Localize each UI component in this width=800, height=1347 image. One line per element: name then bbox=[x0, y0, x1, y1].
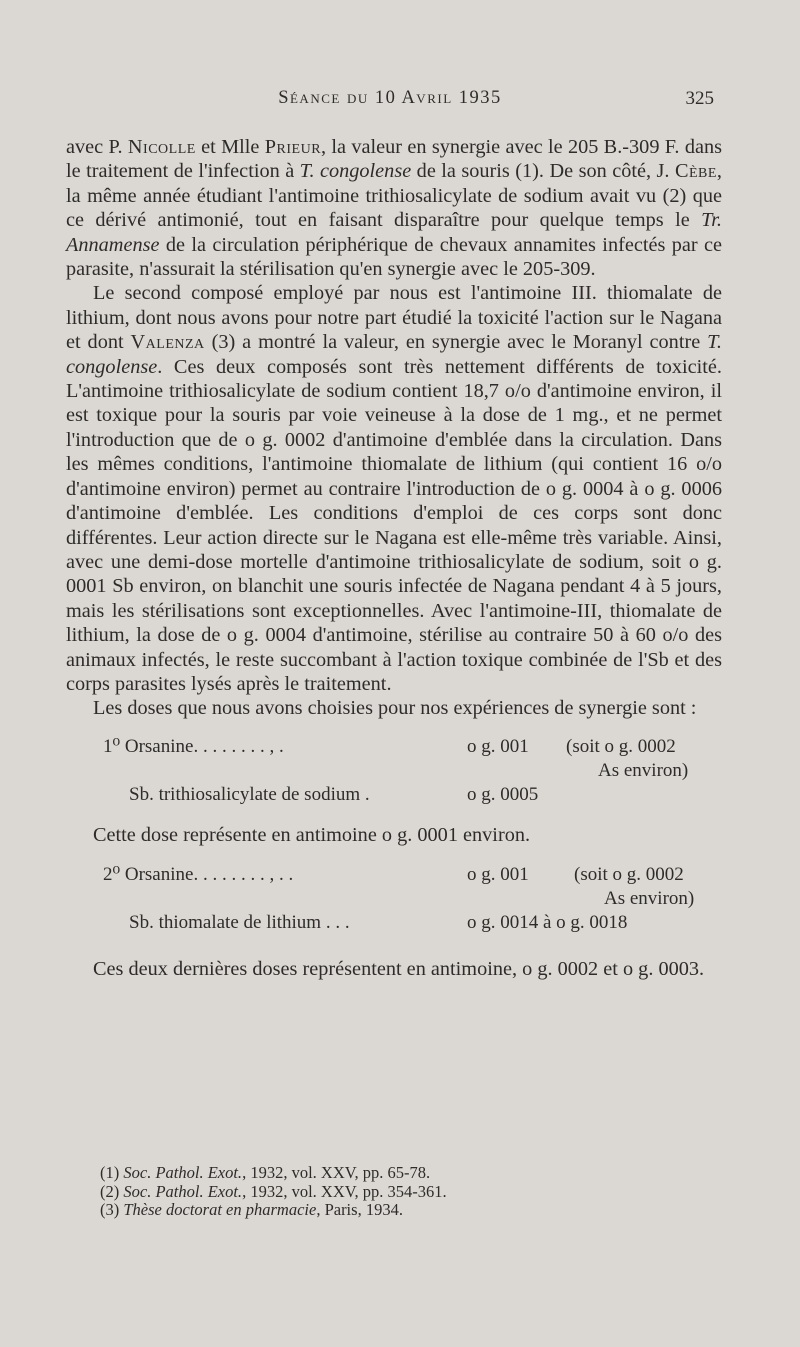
dose-summary: Cette dose représente en antimoine o g. 0001 environ. bbox=[93, 823, 531, 846]
running-header bbox=[66, 88, 714, 118]
text-run: de la circulation périphérique de chevaux annamites infectés par ce parasite, n'assurait la stérilisation qu'en synergie avec le 205-309. bbox=[66, 233, 722, 281]
footnote-journal: Thèse doctorat en pharmacie bbox=[123, 1200, 317, 1219]
text-run: et Mlle bbox=[195, 136, 265, 158]
dose-row bbox=[66, 863, 722, 887]
dose-amount: o g. 0014 à o g. 0018 bbox=[467, 912, 628, 934]
author-name: Valenza bbox=[130, 331, 205, 354]
footnote-detail: , 1932, vol. XXV, pp. 65-78. bbox=[242, 1163, 431, 1182]
text-run: de la souris (1). De son côté, J. bbox=[411, 160, 675, 183]
dose-label: 2⁰ Orsanine. . . . . . . . , . . bbox=[103, 864, 294, 886]
footnote-detail: , 1932, vol. XXV, pp. 354-361. bbox=[242, 1181, 447, 1201]
dose-label: Sb. thiomalate de lithium . . . bbox=[129, 912, 350, 934]
dose-label: Sb. trithiosalicylate de sodium . bbox=[129, 783, 370, 805]
dose-amount: o g. 001 bbox=[467, 735, 529, 757]
footnote-number: (3) bbox=[100, 1200, 124, 1219]
author-name: Cèbe bbox=[674, 160, 717, 183]
author-name: Prieur bbox=[264, 136, 322, 158]
body-text bbox=[66, 135, 722, 982]
species-name: Tr. Annamense bbox=[66, 209, 722, 256]
species-name: T. congolense bbox=[66, 331, 722, 378]
page-number: 325 bbox=[685, 88, 714, 109]
footnote-number: (1) bbox=[100, 1163, 124, 1182]
dose-amount: o g. 0005 bbox=[467, 783, 539, 805]
dose-row bbox=[66, 735, 722, 759]
footnote bbox=[100, 1164, 660, 1183]
paragraph-3: Les doses que nous avons choisies pour nos expériences de synergie sont : bbox=[93, 697, 697, 720]
text-run: Le second composé employé par nous est l'antimoine III. thiomalate de lithium, dont nous avons pour notre part étudié la toxicité l'action sur le Nagana et dont bbox=[66, 282, 722, 354]
footnote-number: (2) bbox=[100, 1181, 124, 1201]
dose-note: (soit o g. 0002 bbox=[574, 864, 684, 886]
dose-label: 1⁰ Orsanine. . . . . . . . , . bbox=[103, 735, 284, 757]
dose-amount: o g. 001 bbox=[467, 864, 529, 886]
text-run: avec P. bbox=[66, 136, 128, 158]
paragraph-4: Ces deux dernières doses représentent en antimoine, o g. 0002 et o g. 0003. bbox=[93, 958, 705, 981]
text-run: . Ces deux composés sont très nettement différents de toxicité. L'antimoine trithiosalicylate de sodium contient 18,7 o/o d'antimoine environ, il est toxique pour la souris par voie veineuse à la dose de 1 mg., et ne permet l'introduction que de o g. 0002 d'antimoine d'emblée dans la circulation. Dans les mêmes conditions, l'antimoine thiomalate de lithium (qui contient 16 o/o d'antimoine environ) permet au contraire l'introduction de o g. 0004 à o g. 0006 d'antimoine d'emblée. Les conditions d'emploi de ces corps sont donc différentes. Leur action directe sur le Nagana est elle-même très variable. Ainsi, avec une demi-dose mortelle d'antimoine trithiosalicylate de sodium, soit o g. 0001 Sb environ, on blanchit une souris infectée de Nagana pendant 4 à 5 jours, mais les stérilisations sont exceptionnelles. Avec l'antimoine-III, thiomalate de lithium, la dose de o g. 0004 d'antimoine, stérilise au contraire 50 à 60 o/o des animaux infectés, le reste succombant à l'action toxique combinée de l'Sb et des corps parasites lysés après le traitement. bbox=[66, 355, 722, 695]
footnote bbox=[100, 1201, 660, 1220]
footnote-detail: , Paris, 1934. bbox=[316, 1200, 403, 1219]
species-name: T. congolense bbox=[299, 160, 412, 183]
footnote-journal: Soc. Pathol. Exot. bbox=[123, 1163, 243, 1182]
dose-note: As environ) bbox=[604, 888, 695, 910]
paragraph-1 bbox=[66, 135, 722, 281]
text-run: , la même année étudiant l'antimoine trithiosalicylate de sodium avait vu (2) que ce dérivé antimonié, tout en faisant disparaître pour quelque temps le bbox=[66, 160, 722, 232]
footnotes bbox=[100, 1164, 660, 1220]
footnote-journal: Soc. Pathol. Exot. bbox=[123, 1181, 243, 1201]
footnote bbox=[100, 1183, 660, 1202]
dose-note: As environ) bbox=[598, 759, 689, 781]
paragraph-2 bbox=[66, 281, 722, 696]
header-title: Séance du 10 Avril 1935 bbox=[278, 88, 502, 108]
dose-note-row bbox=[66, 887, 722, 911]
dose-note: (soit o g. 0002 bbox=[566, 735, 676, 757]
dose-note-row bbox=[66, 759, 722, 783]
text-run: , la valeur en synergie avec le 205 B.-309 F. dans le traitement de l'infection à bbox=[66, 136, 723, 183]
author-name: Nicolle bbox=[127, 136, 196, 158]
text-run: (3) a montré la valeur, en synergie avec le Moranyl contre bbox=[204, 331, 708, 354]
dose-row bbox=[66, 783, 722, 823]
dose-row bbox=[66, 911, 722, 957]
